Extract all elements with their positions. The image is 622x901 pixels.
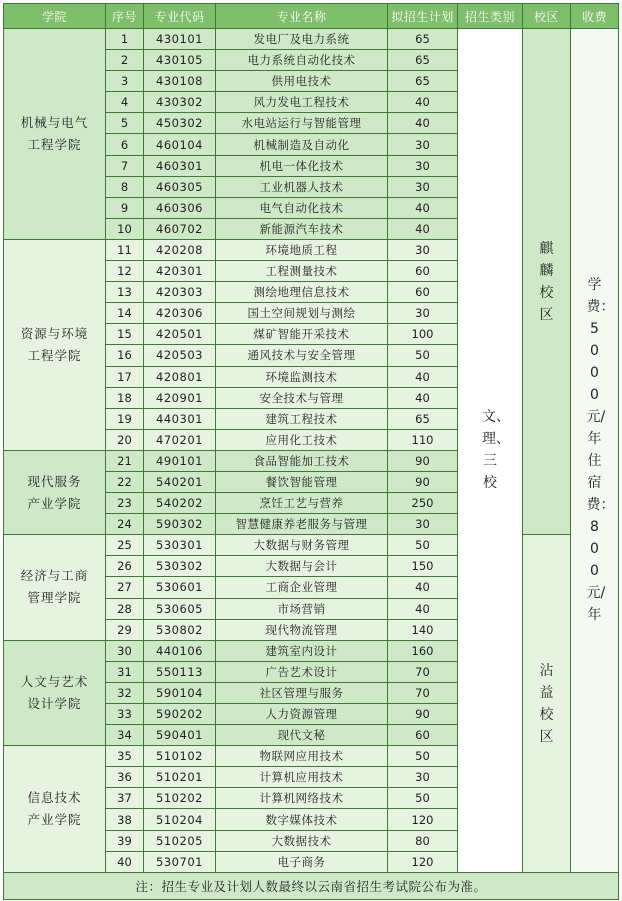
row-number: 15 (106, 324, 144, 345)
major-name: 数字媒体技术 (216, 809, 388, 830)
major-name: 大数据与财务管理 (216, 535, 388, 556)
major-name: 供用电技术 (216, 71, 388, 92)
major-name: 风力发电工程技术 (216, 92, 388, 113)
major-code: 420503 (144, 345, 216, 366)
row-number: 11 (106, 239, 144, 260)
major-name: 计算机网络技术 (216, 788, 388, 809)
major-code: 430302 (144, 92, 216, 113)
row-number: 14 (106, 303, 144, 324)
row-number: 19 (106, 408, 144, 429)
row-number: 5 (106, 113, 144, 134)
row-number: 33 (106, 704, 144, 725)
major-code: 530301 (144, 535, 216, 556)
row-number: 22 (106, 471, 144, 492)
enrollment-plan: 40 (388, 218, 458, 239)
major-code: 420501 (144, 324, 216, 345)
header-row (4, 4, 619, 29)
row-number: 25 (106, 535, 144, 556)
major-name: 烹饪工艺与营养 (216, 493, 388, 514)
row-number: 8 (106, 176, 144, 197)
major-code: 530802 (144, 619, 216, 640)
enrollment-plan: 60 (388, 725, 458, 746)
header-fee: 收费 (571, 4, 619, 29)
row-number: 29 (106, 619, 144, 640)
row-number: 2 (106, 50, 144, 71)
major-code: 420801 (144, 366, 216, 387)
major-name: 电子商务 (216, 851, 388, 872)
major-name: 食品智能加工技术 (216, 450, 388, 471)
enrollment-plan: 80 (388, 830, 458, 851)
major-code: 420301 (144, 261, 216, 282)
major-code: 510102 (144, 746, 216, 767)
table-row (4, 535, 619, 556)
major-name: 环境监测技术 (216, 366, 388, 387)
header-major: 专业名称 (216, 4, 388, 29)
major-code: 490101 (144, 450, 216, 471)
college-cell: 经济与工商 管理学院 (4, 535, 106, 640)
header-college: 学院 (4, 4, 106, 29)
note-row (4, 872, 619, 899)
enrollment-plan: 40 (388, 598, 458, 619)
college-cell: 机械与电气 工程学院 (4, 29, 106, 240)
major-name: 工业机器人技术 (216, 176, 388, 197)
major-name: 社区管理与服务 (216, 682, 388, 703)
row-number: 26 (106, 556, 144, 577)
major-code: 510204 (144, 809, 216, 830)
campus-name: 沾益校区 (539, 662, 554, 745)
major-name: 测绘地理信息技术 (216, 282, 388, 303)
major-code: 420306 (144, 303, 216, 324)
enrollment-plan: 50 (388, 345, 458, 366)
enrollment-plan: 40 (388, 92, 458, 113)
major-code: 460306 (144, 197, 216, 218)
enrollment-plan: 110 (388, 429, 458, 450)
row-number: 24 (106, 514, 144, 535)
enrollment-plan: 50 (388, 535, 458, 556)
row-number: 18 (106, 387, 144, 408)
major-code: 420208 (144, 239, 216, 260)
major-name: 机电一体化技术 (216, 155, 388, 176)
major-name: 物联网应用技术 (216, 746, 388, 767)
row-number: 23 (106, 493, 144, 514)
row-number: 6 (106, 134, 144, 155)
major-name: 建筑工程技术 (216, 408, 388, 429)
major-name: 发电厂及电力系统 (216, 29, 388, 50)
major-code: 590401 (144, 725, 216, 746)
college-cell: 资源与环境 工程学院 (4, 239, 106, 450)
major-code: 430108 (144, 71, 216, 92)
major-code: 510202 (144, 788, 216, 809)
fee-text: 学费：5000元/年 住宿费：800元/年 (586, 277, 615, 624)
major-name: 煤矿智能开采技术 (216, 324, 388, 345)
row-number: 10 (106, 218, 144, 239)
enrollment-plan: 30 (388, 767, 458, 788)
enrollment-plan: 90 (388, 704, 458, 725)
enrollment-plan: 65 (388, 50, 458, 71)
row-number: 37 (106, 788, 144, 809)
header-campus: 校区 (523, 4, 571, 29)
row-number: 9 (106, 197, 144, 218)
row-number: 3 (106, 71, 144, 92)
college-cell: 人文与艺术 设计学院 (4, 640, 106, 745)
enrollment-plan: 30 (388, 134, 458, 155)
enrollment-plan: 30 (388, 239, 458, 260)
admission-category-text: 文、理、三校 (482, 409, 510, 492)
header-plan: 拟招生计划 (388, 4, 458, 29)
admission-category (458, 29, 523, 873)
enrollment-plan: 60 (388, 282, 458, 303)
enrollment-plan: 40 (388, 197, 458, 218)
enrollment-plan: 50 (388, 746, 458, 767)
enrollment-plan: 65 (388, 408, 458, 429)
row-number: 31 (106, 661, 144, 682)
major-code: 510201 (144, 767, 216, 788)
row-number: 32 (106, 682, 144, 703)
major-name: 现代文秘 (216, 725, 388, 746)
header-code: 专业代码 (144, 4, 216, 29)
major-code: 460305 (144, 176, 216, 197)
enrollment-plan: 65 (388, 71, 458, 92)
header-number: 序号 (106, 4, 144, 29)
enrollment-plan: 70 (388, 682, 458, 703)
enrollment-plan: 40 (388, 577, 458, 598)
major-code: 440106 (144, 640, 216, 661)
row-number: 27 (106, 577, 144, 598)
major-code: 590302 (144, 514, 216, 535)
enrollment-plan: 250 (388, 493, 458, 514)
major-code: 550113 (144, 661, 216, 682)
enrollment-plan: 65 (388, 29, 458, 50)
major-name: 餐饮智能管理 (216, 471, 388, 492)
admission-table-container (3, 3, 618, 898)
major-name: 智慧健康养老服务与管理 (216, 514, 388, 535)
row-number: 40 (106, 851, 144, 872)
enrollment-plan: 30 (388, 303, 458, 324)
major-name: 应用化工技术 (216, 429, 388, 450)
enrollment-plan: 60 (388, 261, 458, 282)
admission-plan-table (3, 3, 619, 900)
enrollment-plan: 150 (388, 556, 458, 577)
fee-cell (571, 29, 619, 873)
major-code: 460301 (144, 155, 216, 176)
major-code: 530302 (144, 556, 216, 577)
enrollment-plan: 90 (388, 471, 458, 492)
row-number: 1 (106, 29, 144, 50)
major-code: 430101 (144, 29, 216, 50)
row-number: 38 (106, 809, 144, 830)
major-code: 420303 (144, 282, 216, 303)
major-name: 市场营销 (216, 598, 388, 619)
enrollment-plan: 160 (388, 640, 458, 661)
enrollment-plan: 140 (388, 619, 458, 640)
enrollment-plan: 120 (388, 851, 458, 872)
major-code: 450302 (144, 113, 216, 134)
campus-cell (523, 29, 571, 535)
enrollment-plan: 90 (388, 450, 458, 471)
major-name: 安全技术与管理 (216, 387, 388, 408)
campus-cell (523, 535, 571, 873)
major-code: 460702 (144, 218, 216, 239)
major-code: 530701 (144, 851, 216, 872)
major-name: 大数据与会计 (216, 556, 388, 577)
major-code: 540202 (144, 493, 216, 514)
row-number: 21 (106, 450, 144, 471)
row-number: 20 (106, 429, 144, 450)
enrollment-plan: 70 (388, 661, 458, 682)
major-name: 大数据技术 (216, 830, 388, 851)
major-code: 460104 (144, 134, 216, 155)
major-name: 水电站运行与智能管理 (216, 113, 388, 134)
major-name: 电力系统自动化技术 (216, 50, 388, 71)
row-number: 39 (106, 830, 144, 851)
enrollment-plan: 120 (388, 809, 458, 830)
enrollment-plan: 40 (388, 113, 458, 134)
major-code: 530605 (144, 598, 216, 619)
enrollment-plan: 40 (388, 387, 458, 408)
major-name: 建筑室内设计 (216, 640, 388, 661)
major-name: 现代物流管理 (216, 619, 388, 640)
major-name: 机械制造及自动化 (216, 134, 388, 155)
major-name: 环境地质工程 (216, 239, 388, 260)
campus-name: 麒麟校区 (539, 240, 554, 323)
major-code: 470201 (144, 429, 216, 450)
major-name: 工商企业管理 (216, 577, 388, 598)
row-number: 13 (106, 282, 144, 303)
major-code: 430105 (144, 50, 216, 71)
enrollment-plan: 30 (388, 176, 458, 197)
enrollment-plan: 50 (388, 788, 458, 809)
major-code: 590202 (144, 704, 216, 725)
row-number: 7 (106, 155, 144, 176)
row-number: 28 (106, 598, 144, 619)
enrollment-plan: 30 (388, 155, 458, 176)
major-code: 590104 (144, 682, 216, 703)
header-category: 招生类别 (458, 4, 523, 29)
enrollment-plan: 100 (388, 324, 458, 345)
row-number: 12 (106, 261, 144, 282)
major-code: 440301 (144, 408, 216, 429)
major-name: 计算机应用技术 (216, 767, 388, 788)
footnote: 注：招生专业及计划人数最终以云南省招生考试院公布为准。 (4, 872, 619, 899)
major-name: 人力资源管理 (216, 704, 388, 725)
major-name: 电气自动化技术 (216, 197, 388, 218)
college-cell: 现代服务 产业学院 (4, 450, 106, 534)
enrollment-plan: 40 (388, 366, 458, 387)
row-number: 36 (106, 767, 144, 788)
major-name: 通风技术与安全管理 (216, 345, 388, 366)
table-row (4, 29, 619, 50)
row-number: 16 (106, 345, 144, 366)
major-name: 广告艺术设计 (216, 661, 388, 682)
row-number: 17 (106, 366, 144, 387)
enrollment-plan: 30 (388, 514, 458, 535)
major-code: 420901 (144, 387, 216, 408)
college-cell: 信息技术 产业学院 (4, 746, 106, 873)
major-code: 540201 (144, 471, 216, 492)
major-code: 510205 (144, 830, 216, 851)
row-number: 34 (106, 725, 144, 746)
major-code: 530601 (144, 577, 216, 598)
row-number: 30 (106, 640, 144, 661)
major-name: 新能源汽车技术 (216, 218, 388, 239)
major-name: 国土空间规划与测绘 (216, 303, 388, 324)
row-number: 35 (106, 746, 144, 767)
major-name: 工程测量技术 (216, 261, 388, 282)
row-number: 4 (106, 92, 144, 113)
